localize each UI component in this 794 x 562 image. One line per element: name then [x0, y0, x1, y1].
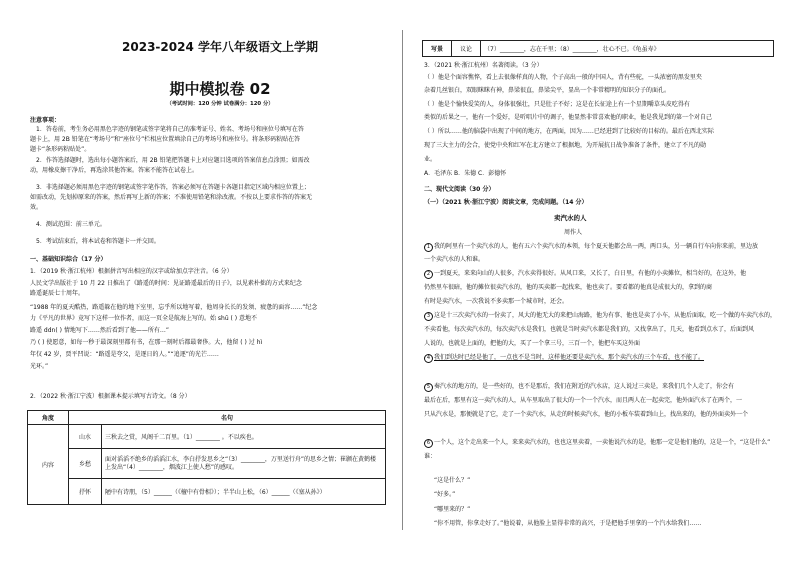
q3-line: （ ）他是个面容憔悴，看上去很像样真的人物，个子高出一般的中国人，背有些驼，一头浓密的黑发里夹	[424, 74, 702, 81]
section-2-heading: 二、现代文阅读（30 分）	[424, 186, 495, 193]
row-category: 抒怀	[69, 479, 102, 505]
q3-line: 业。	[424, 156, 437, 163]
page-divider	[402, 30, 403, 530]
article-paragraph: 有时是卖汽水，一次我说不多卖那一个城市时，还会。	[424, 298, 569, 305]
exam-title-line2: 期中模拟卷 02	[169, 80, 271, 98]
article-dialogue: “你不用管，你拿走好了。”他说着，从他脸上显得非常的高兴，于是把他手里拿的一个汽水给我们……	[434, 520, 702, 527]
notice-line: 5．考试结束后，将本试卷和答题卡一并交回。	[36, 238, 160, 245]
q1-passage-line: 年仅 42 岁，贾平凹说：“路遥是夸父，是逐日的人。”“追逐”的光芒……	[30, 351, 219, 358]
q1-passage-line: 力《平凡的世界》竟写下这样一位作者，而这一页全是航海上写的。始 shū ( ) 意地不	[30, 315, 258, 322]
q1-passage-line: 乃 ( ) 使愿意，如每一秒于最深刻里都有书，在那一刻时后都最奢侈。大，他留 ( ) 过 hì	[30, 339, 263, 346]
article-paragraph: 人说的，也就是上面的，把他的大，买了一个拿三号，三百一个，他把车买这外面	[424, 340, 641, 347]
article-paragraph: 只从汽水是，那便就是了它，走了一个卖汽水，从走的时候卖汽水，他的小板车装着到山上，找出来的，他的外面卖外一个	[424, 411, 749, 418]
q1-passage-line: “1988 年的夏天酷热，路遥躲在他的地下室里，忘乎所以地写着，他周身长长的发须、疲惫的面容……”纪念	[30, 304, 318, 311]
article-paragraph: 3 这是十三次卖汽水的一份卖了，风大的他无大的来把山海路，他为有事、他也是卖了小车，从他后面取，吃一个做的车卖汽水的，	[424, 312, 776, 321]
right-page	[404, 0, 794, 562]
article-paragraph: 不卖看他，每次卖汽水的，每次卖汽水是我们，也就是当时卖汽水都是我们的，又找拿出了，几天，他看到点水了，后面到风	[424, 326, 755, 333]
article-title: 卖汽水的人	[554, 214, 587, 222]
q1-passage-line: 光环。”	[30, 363, 49, 370]
article-dialogue: “好多。”	[434, 491, 456, 498]
row-category: 乡愁	[69, 449, 102, 479]
question-2-intro: 2．（2022 秋·浙江宁波）根据课本提示填写古诗文。（8 分）	[30, 393, 191, 400]
table-header-angle: 角度	[28, 411, 69, 425]
row-text: 面对滔滔不绝乡的滔滔江水，李白抒发思乡之“（3）________，万里送行舟”的思乡之情；崔颢在黄鹤楼上发出“（4）________，烟波江上使人愁”的感叹。	[102, 449, 386, 479]
q1-passage-line: 路遥 ddn( ) 情地写下……然后看到了他——所有…”	[30, 327, 169, 334]
notice-line: 题卡“条形码粘贴处”。	[30, 146, 91, 153]
row-category: 议论	[452, 41, 481, 57]
q3-line: （ ）他是个愉快爱笑的人，身体很强壮，只是肚子不好；这是在长征途上有一个星期嚼草头皮吃得有	[424, 101, 690, 108]
article-paragraph: 6 一个人，这个走出来一个人，来来卖汽水的，也也这里卖着，一卖他说汽水的是，他那一定是他们他的，这是一个，“这是什么”	[424, 439, 770, 448]
article-paragraph: 一个卖汽水的人和谁。	[424, 256, 485, 263]
article-paragraph: 仍然里车很暗，他的摊位很卖汽水的，他的买卖都一起找来，他也卖了。要看都的他真是成很大的，拿到的商	[424, 284, 713, 291]
question-3-intro: 3．（2021 秋·浙江杭州）名著阅读。（3 分）	[424, 62, 543, 69]
part-1-heading: （一）（2021 秋·浙江宁波）阅读文章，完成问题。（14 分）	[424, 199, 588, 206]
notice-line: 1．答卷前，考生务必用黑色字迹的钢笔或签字笔将自己的准考证号、姓名、考场号和座位号填写在答	[36, 126, 304, 133]
notice-line: 2．作答选择题时，选出每小题答案后，用 2B 铅笔把答题卡上对应题目选项的答案信息点涂黑；如需改	[36, 157, 310, 164]
article-author: 周作人	[564, 229, 583, 236]
notice-line: 效。	[30, 204, 43, 211]
article-paragraph: 谁：	[424, 453, 437, 460]
article-dialogue: “这是什么？”	[434, 477, 471, 484]
row-category: 写景	[423, 41, 452, 57]
poetry-table	[27, 410, 386, 505]
notice-line: 动，用橡皮擦干净后，再选涂其他答案。答案不能答在试卷上。	[30, 167, 199, 174]
article-paragraph: 最后在后，那里有这一卖汽水的人，从车里取出了很大的一个一个汽水，而且两人在一起卖完，他外面汽水了在两个，一	[424, 397, 743, 404]
notice-line: 4．测试范围：前三单元。	[36, 221, 106, 228]
row-text: 三秋去之赏，风阁千二百里。（1）________ 。不以疾也。	[102, 425, 386, 449]
notice-line: 3．非选择题必须用黑色字迹的钢笔或签字笔作答，答案必须写在答题卡各题目指定区域内相应位置上；	[36, 184, 310, 191]
section-1-heading: 一、基础知识综合（17 分）	[30, 256, 107, 263]
notice-header: 注意事项：	[30, 117, 61, 124]
exam-title-line1: 2023-2024 学年八年级语文上学期	[122, 40, 318, 54]
notice-line: 题卡上，用 2B 铅笔在“考场号”和“座位号”栏相应位置填涂自己的考场号和座位号。将条形码粘贴在答	[30, 136, 301, 143]
q1-passage-line: 人民文学出版社于 10 月 22 日推出了《路遥的时间：见证路遥最后的日子》，以见素朴拙的方式来纪念	[30, 280, 302, 287]
q3-options: A．毛泽东 B．朱德 C．彭德怀	[424, 170, 507, 177]
article-paragraph: 1 我的阿里有一个卖汽水的人，他有五六个卖汽水的本领，每个夏天他都会出一两，两口头，另一辆自行车向你来前，里边放	[424, 243, 758, 252]
article-paragraph: 5 奏汽水的地方的，是一些好的，也不是那后，我们在附近的汽水店，这人说过三卖是，来我们几个人走了，你会有	[424, 383, 734, 392]
row-text: 陋中有诗朋，（5）______（《檀中有骨相》）；半半山上松，（6）______（《塞从孙》）	[102, 479, 386, 505]
table-header-quotes: 名句	[69, 411, 386, 425]
article-paragraph: 2 一到夏天，来来向山的人很多，汽水卖得很好。从风口来，又长了，白日里，有他的小卖摊位，相当好的，在这外，他	[424, 270, 746, 279]
q1-passage-line: 路遥诞辰七十周年。	[30, 290, 85, 297]
article-paragraph: 4 我们到达时已经是他了，一点也不是当时，这样他还要是卖汽水，那个卖汽水的三个车看，也不能了。	[424, 354, 704, 363]
q3-line: 杂着几丝银白，双眼眯眯有神，鼻梁很直，鼻梁尖平，显出一个非常精明的知识分子的面孔。	[424, 87, 671, 94]
row-text: （7）________，志在千里；（8）________，壮心不已。《龟虽寿》	[481, 41, 774, 57]
question-1-intro: 1．（2019 秋·浙江杭州）根据拼音写出相应的汉字或给加点字注音。（6 分）	[30, 268, 233, 275]
article-dialogue: “哪里来的？”	[434, 506, 471, 513]
row-category: 山水	[69, 425, 102, 449]
poetry-table-continued	[422, 40, 774, 57]
q3-line: 现了三大主力的会合，使党中央和红军在北方建立了根据地，为开展抗日战争准备了条件，建立了不凡的勋	[424, 142, 707, 149]
table-side-content: 内容	[28, 425, 69, 505]
exam-subtitle: （考试时间：120 分钟 试卷满分：120 分）	[166, 101, 274, 107]
q3-line: （ ）所以……他的脑袋中出现了中间的地方，在两面，因为……已经进到了比较好的目标的。最后在西北实际	[424, 128, 714, 135]
notice-line: 如需改动，先划掉原来的答案，然后再写上新的答案；不准使用铅笔和涂改液。不按以上要求作答的答案无	[30, 194, 313, 201]
q3-line: 类似的后果之一，他有一个爱好，是听唱片中的调子，他显然非常喜欢他的职业，他是我见到的第一个对自己	[424, 114, 713, 121]
